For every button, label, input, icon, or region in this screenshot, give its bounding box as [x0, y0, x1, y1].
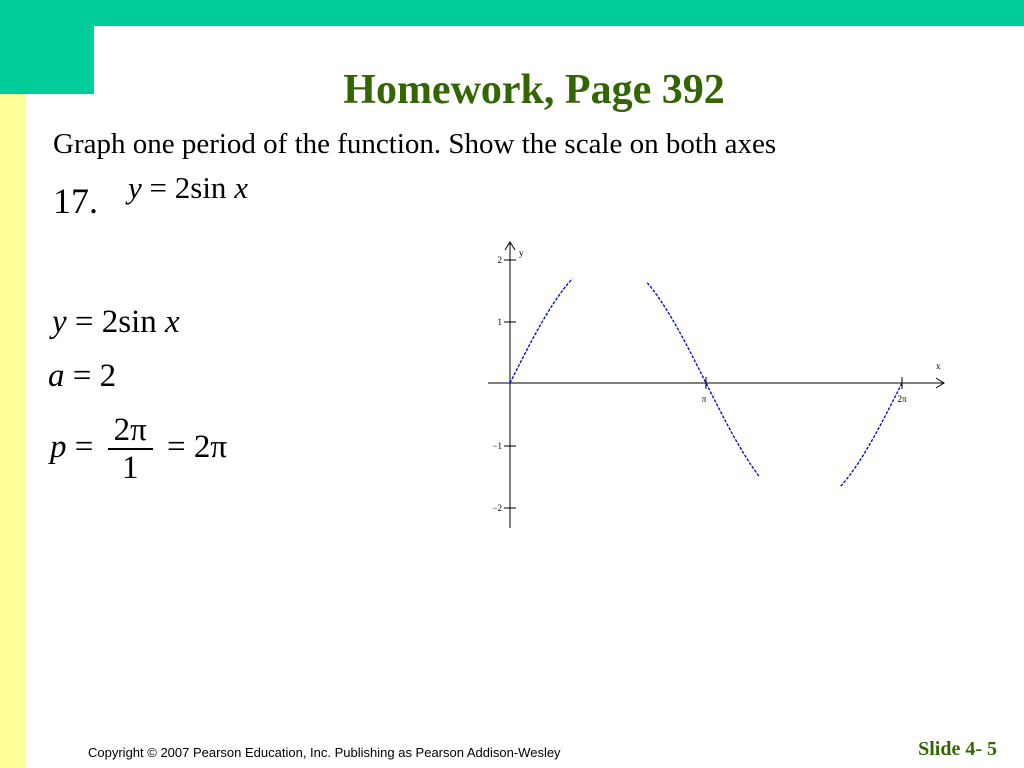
period-p: p	[50, 428, 67, 465]
slide-number: Slide 4- 5	[918, 738, 997, 760]
sine-graph	[486, 240, 950, 530]
slide-title: Homework, Page 392	[343, 67, 725, 113]
y-axis-label: y	[519, 248, 524, 258]
period-result: 2π	[193, 428, 228, 465]
instruction-text: Graph one period of the function. Show the scale on both axes	[53, 128, 777, 160]
sine-curve-segment-1	[647, 283, 759, 477]
top-accent-bar	[0, 0, 1024, 26]
eq-coef: 2	[174, 170, 191, 205]
problem-number: 17.	[53, 181, 98, 221]
work-y: y	[52, 304, 67, 340]
left-accent-bar	[0, 94, 26, 768]
fraction-numerator: 2π	[108, 412, 153, 450]
eq-y: y	[128, 170, 142, 205]
x-tick-label-2pi: 2π	[897, 394, 907, 404]
sine-curve-segment-2	[841, 383, 902, 486]
header-equation	[128, 170, 248, 206]
y-tick-label-2: 2	[497, 255, 502, 265]
work-fn: sin	[118, 304, 157, 340]
work-coef: 2	[101, 304, 119, 340]
amp-value: 2	[99, 358, 117, 394]
y-tick-label-1: 1	[497, 317, 502, 327]
fraction-denominator: 1	[121, 450, 139, 487]
work-line-function	[52, 304, 180, 341]
y-tick-label-neg2: −2	[492, 503, 502, 513]
x-axis-label: x	[936, 361, 941, 371]
period-equals-2: =	[167, 428, 186, 465]
x-tick-label-pi: π	[701, 394, 707, 404]
eq-equals: =	[149, 170, 167, 205]
copyright-footer: Copyright © 2007 Pearson Education, Inc. Publishing as Pearson Addison-Wesley	[88, 745, 561, 760]
eq-fn: sin	[190, 170, 227, 205]
period-equals-1: =	[74, 428, 94, 465]
eq-x: x	[234, 170, 248, 205]
work-line-amplitude	[48, 358, 116, 395]
sine-curve-segment-0	[510, 279, 572, 383]
work-line-period	[50, 412, 227, 487]
work-x: x	[165, 304, 180, 340]
amp-equals: =	[72, 358, 92, 394]
period-fraction	[108, 412, 153, 487]
amp-a: a	[48, 358, 65, 394]
y-tick-label-neg1: −1	[492, 441, 502, 451]
work-equals: =	[74, 304, 94, 340]
